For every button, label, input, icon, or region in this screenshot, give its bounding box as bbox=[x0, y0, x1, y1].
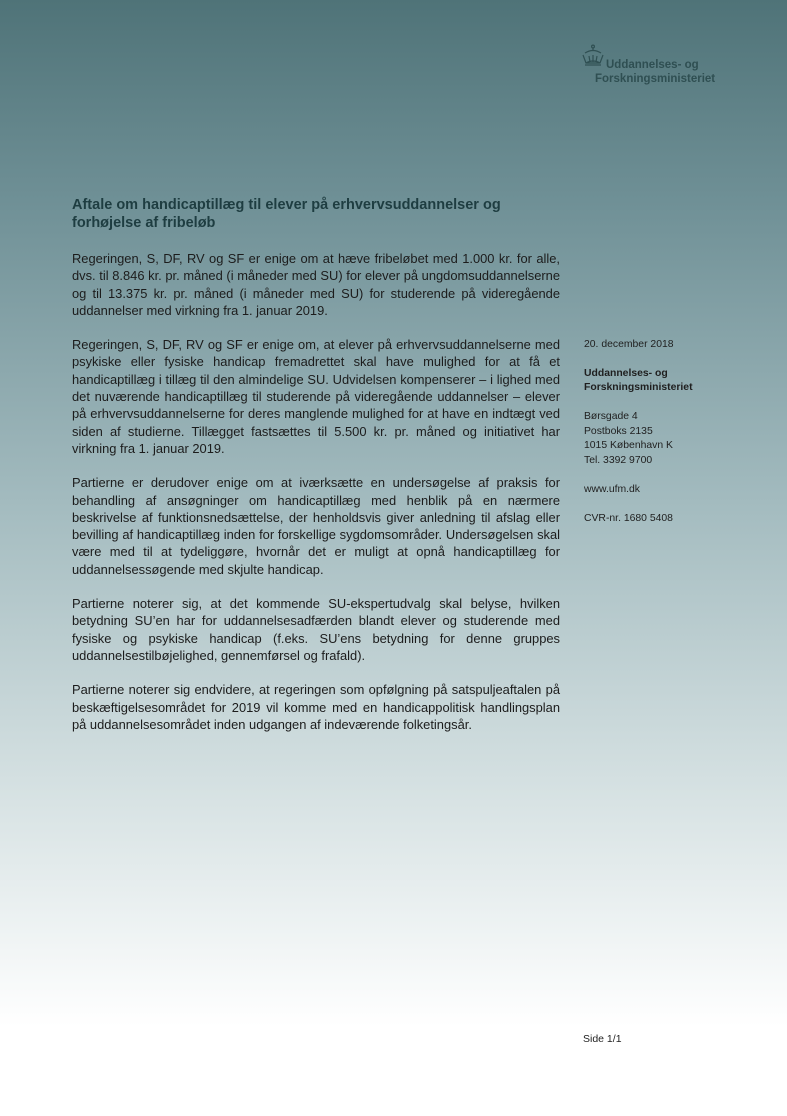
document-date: 20. december 2018 bbox=[584, 339, 674, 350]
org-name-line-1: Uddannelses- og bbox=[584, 367, 668, 379]
ministry-logo bbox=[580, 44, 740, 90]
page-number: Side 1/1 bbox=[583, 1033, 622, 1045]
address-street: Børsgade 4 bbox=[584, 411, 638, 422]
paragraph-3: Partierne er derudover enige om at iværksætte en undersøgelse af praksis for behandling af ansøgninger om handicaptillæg med henblik på en nærmere beskrivelse af funktionsnedsættelse, der henholdsvis giver anledning til afslag eller bevilling af handicaptillæg inden for forskellige sygdomsområder. Undersøgelsen skal være med til at tydeliggøre, hvornår det er muligt at opnå handicaptillæg for uddannelsessøgende med skjulte handicap. bbox=[72, 475, 560, 577]
logo-line-1: Uddannelses- og bbox=[606, 59, 699, 71]
cvr-number: CVR-nr. 1680 5408 bbox=[584, 512, 673, 524]
document-body bbox=[72, 196, 560, 750]
website-link[interactable]: www.ufm.dk bbox=[584, 483, 641, 495]
document-title: Aftale om handicaptillæg til elever på erhvervsuddannelser og forhøjelse af fribeløb bbox=[72, 197, 501, 231]
phone-number: Tel. 3392 9700 bbox=[584, 454, 653, 466]
paragraph-1: Regeringen, S, DF, RV og SF er enige om at hæve fribeløbet med 1.000 kr. for alle, dvs. til 8.846 kr. pr. måned (i måneder med SU) for elever på ungdomsuddannelserne og til 13.375 kr. pr. måned (i måneder med SU) for studerende på videregående uddannelser med virkning fra 1. januar 2019. bbox=[72, 251, 560, 318]
paragraph-4: Partierne noterer sig, at det kommende SU-ekspertudvalg skal belyse, hvilken betydning SU’en har for uddannelsesadfærden blandt elever og studerende med fysiske og psykiske handicap (f.eks. SU’ens betydning for denne gruppes uddannelsestilbøjelighed, gennemførsel og frafald). bbox=[72, 596, 560, 663]
paragraph-5: Partierne noterer sig endvidere, at regeringen som opfølgning på satspuljeaftalen på beskæftigelsesområdet for 2019 vil komme med en handicappolitisk handlingsplan på uddannelsesområdet inden udgangen af indeværende folketingsår. bbox=[72, 682, 560, 732]
logo-line-2: Forskningsministeriet bbox=[595, 73, 716, 85]
sidebar-info bbox=[584, 338, 764, 526]
paragraph-2: Regeringen, S, DF, RV og SF er enige om, at elever på erhvervsuddannelserne med psykiske eller fysiske handicap fremadrettet skal have mulighed for at få et handicaptillæg i tillæg til den almindelige SU. Udvidelsen kompenserer – i lighed med det nuværende handicaptillæg til studerende på videregående uddannelser – elever på erhvervsuddannelserne for deres manglende mulighed for at have en indtægt ved siden af studierne. Tillægget fastsættes til 5.500 kr. pr. måned og initiativet har virkning fra 1. januar 2019. bbox=[72, 337, 560, 456]
address-city: 1015 København K bbox=[584, 440, 673, 451]
org-name-line-2: Forskningsministeriet bbox=[584, 382, 693, 393]
address-postbox: Postboks 2135 bbox=[584, 425, 653, 437]
